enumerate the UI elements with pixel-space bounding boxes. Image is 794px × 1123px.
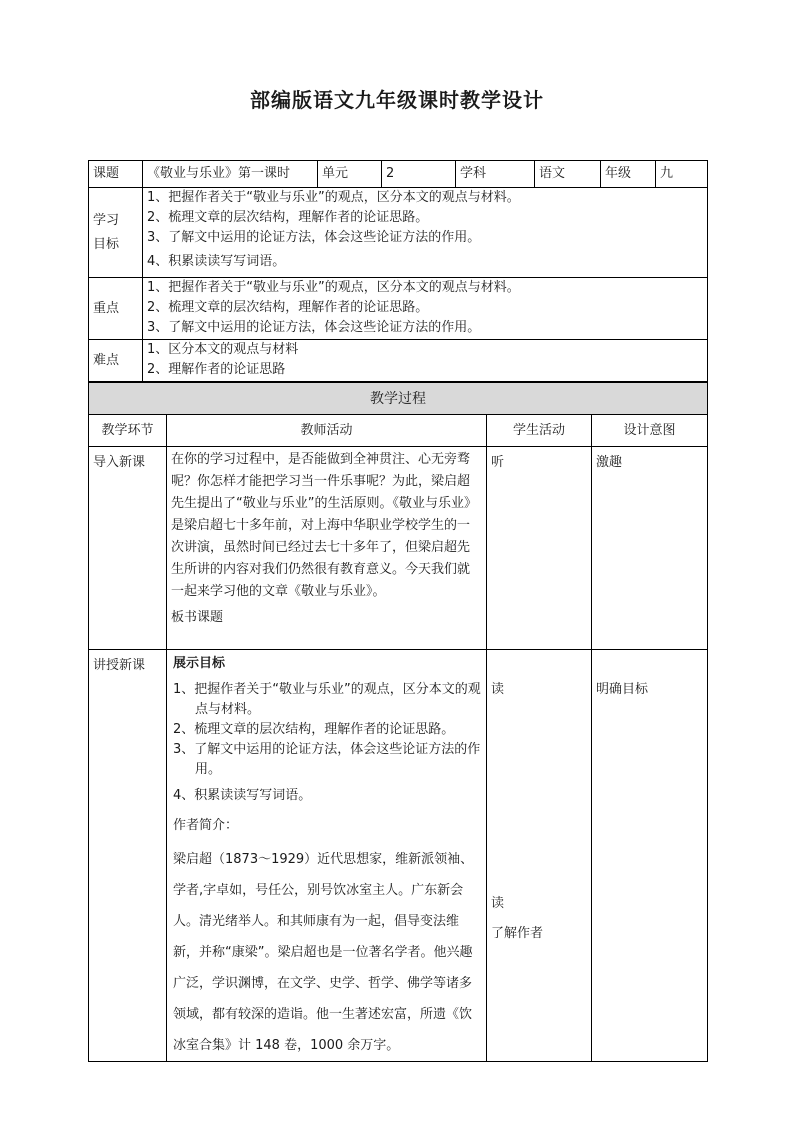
goal-item: 2、梳理文章的层次结构，理解作者的论证思路。 <box>147 210 429 225</box>
key-point-item: 1、把握作者关于“敬业与乐业”的观点，区分本文的观点与材料。 <box>147 280 520 295</box>
subject-label: 学科 <box>456 161 535 188</box>
difficulties-label: 难点 <box>89 340 143 382</box>
difficulty-item: 1、区分本文的观点与材料 <box>147 342 299 357</box>
lecture-student-item: 读 <box>491 896 505 911</box>
unit-label: 单元 <box>318 161 382 188</box>
lecture-design-intent: 明确目标 <box>592 650 708 1062</box>
key-point-item: 2、梳理文章的层次结构，理解作者的论证思路。 <box>147 300 429 315</box>
lecture-teacher-activity <box>167 650 487 1062</box>
intro-teacher-text: 在你的学习过程中，是否能做到全神贯注、心无旁骛呢？你怎样才能把学习当一件乐事呢？为此，梁启超先生提出了“敬业与乐业”的生活原则。《敬业与乐业》是梁启超七十多年前，对上海中华职业学校学生的一次讲演，虽然时间已经过去七十多年了，但梁启超先生所讲的内容对我们仍然很有教育意义。今天我们就一起来学习他的文章《敬业与乐业》。 <box>171 452 477 599</box>
goals-content <box>143 188 708 278</box>
topic-label: 课题 <box>89 161 143 188</box>
lecture-student-activity <box>487 650 592 1062</box>
goal-item: 3、了解文中运用的论证方法，体会这些论证方法的作用。 <box>147 230 481 245</box>
lecture-student-item: 读 <box>491 682 505 697</box>
lecture-goal-item: 4、积累读读写写词语。 <box>173 788 312 803</box>
col-student-header: 学生活动 <box>487 415 592 447</box>
lecture-stage: 讲授新课 <box>89 650 167 1062</box>
teaching-process-table <box>88 382 708 1062</box>
unit-value: 2 <box>382 161 456 188</box>
lecture-goal-item: 3、了解文中运用的论证方法，体会这些论证方法的作用。 <box>173 742 481 777</box>
goals-label: 学习 目标 <box>89 188 143 278</box>
lesson-info-table <box>88 160 708 382</box>
process-heading: 教学过程 <box>89 383 708 415</box>
lecture-student-item: 了解作者 <box>491 926 544 941</box>
intro-teacher-note: 板书课题 <box>171 610 224 625</box>
intro-stage: 导入新课 <box>89 447 167 650</box>
topic-value: 《敬业与乐业》第一课时 <box>143 161 318 188</box>
page-title: 部编版语文九年级课时教学设计 <box>250 88 544 112</box>
lecture-goal-item: 1、把握作者关于“敬业与乐业”的观点，区分本文的观点与材料。 <box>173 682 481 717</box>
col-stage-header: 教学环节 <box>89 415 167 447</box>
author-heading: 作者简介： <box>173 818 239 833</box>
subject-value: 语文 <box>535 161 601 188</box>
key-point-item: 3、了解文中运用的论证方法，体会这些论证方法的作用。 <box>147 320 481 335</box>
intro-design-intent: 激趣 <box>592 447 708 650</box>
col-design-header: 设计意图 <box>592 415 708 447</box>
intro-student-activity: 听 <box>487 447 592 650</box>
show-goals-heading: 展示目标 <box>173 656 226 671</box>
lecture-goal-item: 2、梳理文章的层次结构，理解作者的论证思路。 <box>173 722 455 737</box>
goal-item: 1、把握作者关于“敬业与乐业”的观点，区分本文的观点与材料。 <box>147 190 520 205</box>
author-text: 梁启超（1873～1929）近代思想家，维新派领袖、学者,字卓如，号任公，别号饮冰室主人。广东新会人。清光绪举人。和其师康有为一起，倡导变法维新，并称“康梁”。梁启超也是一位著名学者。他兴趣广泛，学识渊博，在文学、史学、哲学、佛学等诸多领域，都有较深的造诣。他一生著述宏富，所遗《饮冰室合集》计 148 卷，1000 余万字。 <box>173 852 474 1053</box>
key-points-label: 重点 <box>89 278 143 340</box>
key-points-content <box>143 278 708 340</box>
difficulty-item: 2、理解作者的论证思路 <box>147 362 286 377</box>
grade-label: 年级 <box>601 161 656 188</box>
goal-item: 4、积累读读写写词语。 <box>147 254 286 269</box>
grade-value: 九 <box>656 161 708 188</box>
difficulties-content <box>143 340 708 382</box>
col-teacher-header: 教师活动 <box>167 415 487 447</box>
intro-teacher-activity <box>167 447 487 650</box>
